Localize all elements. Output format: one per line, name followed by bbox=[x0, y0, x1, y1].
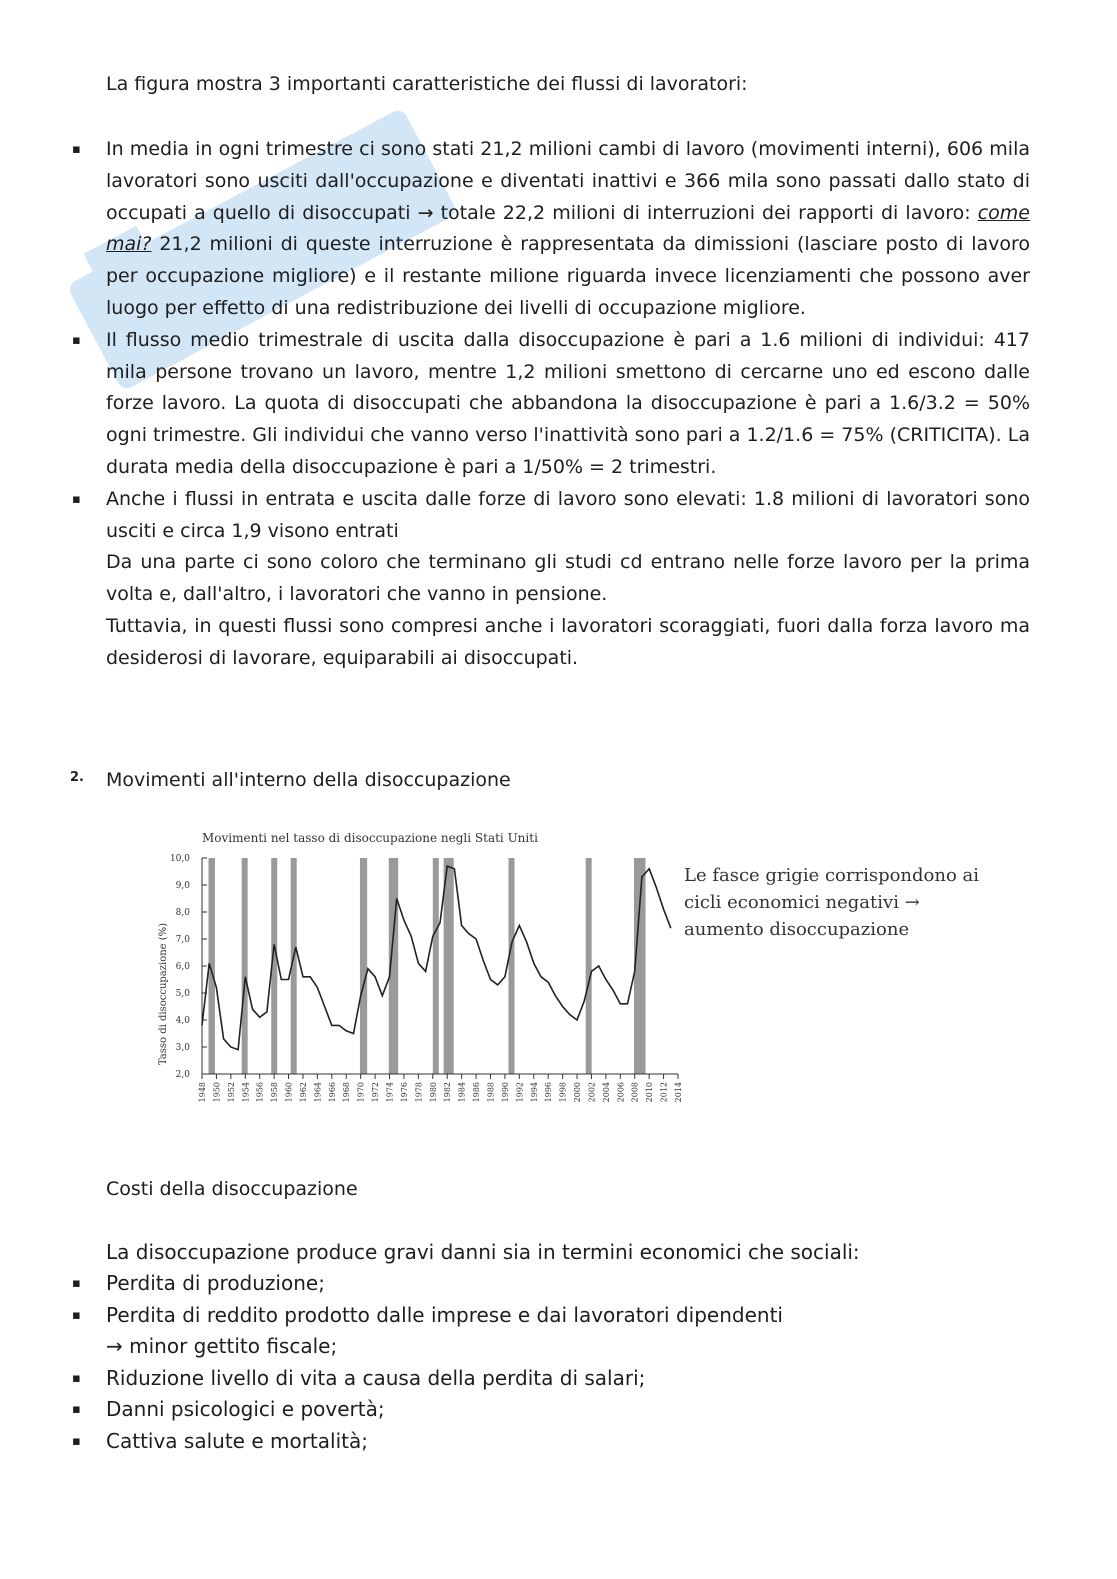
x-tick-label: 1956 bbox=[255, 1082, 265, 1103]
y-tick-label: 5,0 bbox=[175, 989, 190, 999]
x-tick-label: 1988 bbox=[486, 1082, 496, 1103]
unemployment-chart bbox=[150, 826, 690, 1110]
recession-band bbox=[444, 858, 454, 1074]
emphasis-question: come mai? bbox=[106, 201, 1030, 256]
x-tick-label: 1992 bbox=[515, 1082, 525, 1103]
x-tick-label: 1968 bbox=[342, 1082, 352, 1103]
recession-band bbox=[433, 858, 439, 1074]
chart-title: Movimenti nel tasso di disoccupazione negli Stati Uniti bbox=[202, 831, 538, 845]
x-tick-label: 1960 bbox=[284, 1082, 294, 1103]
chart-annotation: Le fasce grigie corrispondono ai cicli economici negativi → aumento disoccupazione bbox=[684, 865, 980, 940]
recession-band bbox=[242, 858, 248, 1074]
costs-list bbox=[106, 1268, 783, 1458]
x-tick-label: 1994 bbox=[529, 1082, 539, 1103]
x-tick-label: 1974 bbox=[385, 1082, 395, 1103]
y-tick-label: 9,0 bbox=[175, 881, 190, 891]
list-item: ▪ Perdita di reddito prodotto dalle imprese e dai lavoratori dipendenti → minor gettito fiscale; bbox=[106, 1300, 783, 1363]
intro-text: La figura mostra 3 importanti caratteristiche dei flussi di lavoratori: bbox=[106, 73, 748, 95]
bullet-item: ▪ Anche i flussi in entrata e uscita dalle forze di lavoro sono elevati: 1.8 milioni di lavoratori sono usciti e circa 1,9 visono entrati Da una parte ci sono coloro che terminano gli studi cd entrano nelle forze lavoro per la prima volta e, dall'altro, i lavoratori che vanno in pensione. Tuttavia, in questi flussi sono compresi anche i lavoratori scoraggiati, fuori dalla forza lavoro ma desiderosi di lavorare, equiparabili ai disoccupati. bbox=[106, 484, 1030, 675]
list-item: ▪ Perdita di produzione; bbox=[106, 1268, 783, 1300]
section-number: 2. bbox=[70, 770, 84, 785]
list-item-continuation: → minor gettito fiscale; bbox=[106, 1334, 338, 1359]
recession-band bbox=[360, 858, 367, 1074]
x-tick-label: 2010 bbox=[645, 1082, 655, 1103]
x-tick-label: 1954 bbox=[241, 1082, 251, 1103]
x-tick-label: 2012 bbox=[659, 1082, 669, 1103]
x-tick-label: 2004 bbox=[601, 1082, 611, 1103]
recession-band bbox=[586, 858, 592, 1074]
x-tick-label: 1966 bbox=[327, 1082, 337, 1103]
x-tick-label: 1980 bbox=[428, 1082, 438, 1103]
costs-heading: Costi della disoccupazione bbox=[106, 1178, 358, 1200]
x-tick-label: 1990 bbox=[500, 1082, 510, 1103]
x-tick-label: 1952 bbox=[226, 1082, 236, 1103]
x-tick-label: 1958 bbox=[270, 1082, 280, 1103]
paragraph: Da una parte ci sono coloro che terminano gli studi cd entrano nelle forze lavoro per la prima volta e, dall'altro, i lavoratori che vanno in pensione. bbox=[106, 551, 1030, 606]
y-tick-label: 7,0 bbox=[175, 935, 190, 945]
x-tick-label: 1970 bbox=[356, 1082, 366, 1103]
x-tick-label: 2002 bbox=[587, 1082, 597, 1103]
x-tick-label: 1978 bbox=[414, 1082, 424, 1103]
x-tick-label: 2006 bbox=[616, 1082, 626, 1103]
y-axis-label: Tasso di disoccupazione (%) bbox=[158, 922, 169, 1066]
x-tick-label: 2008 bbox=[630, 1082, 640, 1103]
paragraph: Tuttavia, in questi flussi sono compresi anche i lavoratori scoraggiati, fuori dalla forza lavoro ma desiderosi di lavorare, equiparabili ai disoccupati. bbox=[106, 614, 1030, 669]
list-item: ▪ Riduzione livello di vita a causa della perdita di salari; bbox=[106, 1363, 783, 1395]
x-tick-label: 1964 bbox=[313, 1082, 323, 1103]
bullet-item: ▪ Il flusso medio trimestrale di uscita dalla disoccupazione è pari a 1.6 milioni di individui: 417 mila persone trovano un lavoro, mentre 1,2 milioni smettono di cercarne uno ed escono dalle forze lavoro. La quota di disoccupati che abbandona la disoccupazione è pari a 1.6/3.2 = 50% ogni trimestre. Gli individui che vanno verso l'inattività sono pari a 1.2/1.6 = 75% (CRITICITA). La durata media della disoccupazione è pari a 1/50% = 2 trimestri. bbox=[106, 325, 1030, 484]
y-tick-label: 6,0 bbox=[175, 962, 190, 972]
x-tick-label: 1950 bbox=[212, 1082, 222, 1103]
x-tick-label: 1996 bbox=[544, 1082, 554, 1103]
x-tick-label: 1982 bbox=[443, 1082, 453, 1103]
x-tick-label: 1948 bbox=[198, 1082, 207, 1103]
x-tick-label: 1976 bbox=[399, 1082, 409, 1103]
flows-bullet-list bbox=[106, 134, 1030, 675]
x-tick-label: 1972 bbox=[371, 1082, 381, 1103]
x-tick-label: 1998 bbox=[558, 1082, 568, 1103]
x-tick-label: 2000 bbox=[573, 1082, 583, 1103]
section-heading: Movimenti all'interno della disoccupazione bbox=[106, 769, 511, 791]
y-tick-label: 4,0 bbox=[175, 1016, 190, 1026]
y-tick-label: 2,0 bbox=[175, 1070, 190, 1080]
bullet-item: ▪ In media in ogni trimestre ci sono stati 21,2 milioni cambi di lavoro (movimenti interni), 606 mila lavoratori sono usciti dall'occupazione e diventati inattivi e 366 mila sono passati dallo stato di occupati a quello di disoccupati → totale 22,2 milioni di interruzioni dei rapporti di lavoro: come mai? 21,2 milioni di queste interruzione è rappresentata da dimissioni (lasciare posto di lavoro per occupazione migliore) e il restante milione riguarda invece licenziamenti che possono aver luogo per effetto di una redistribuzione dei livelli di occupazione migliore. bbox=[106, 134, 1030, 325]
y-tick-label: 10,0 bbox=[169, 854, 190, 864]
costs-intro: La disoccupazione produce gravi danni sia in termini economici che sociali: bbox=[106, 1240, 860, 1264]
x-tick-label: 1962 bbox=[298, 1082, 308, 1103]
x-tick-label: 1986 bbox=[472, 1082, 482, 1103]
list-item: ▪ Cattiva salute e mortalità; bbox=[106, 1426, 783, 1458]
x-tick-label: 2014 bbox=[674, 1082, 683, 1103]
recession-band bbox=[509, 858, 515, 1074]
y-tick-label: 8,0 bbox=[175, 908, 190, 918]
list-item: ▪ Danni psicologici e povertà; bbox=[106, 1394, 783, 1426]
y-tick-label: 3,0 bbox=[175, 1043, 190, 1053]
x-tick-label: 1984 bbox=[457, 1082, 467, 1103]
